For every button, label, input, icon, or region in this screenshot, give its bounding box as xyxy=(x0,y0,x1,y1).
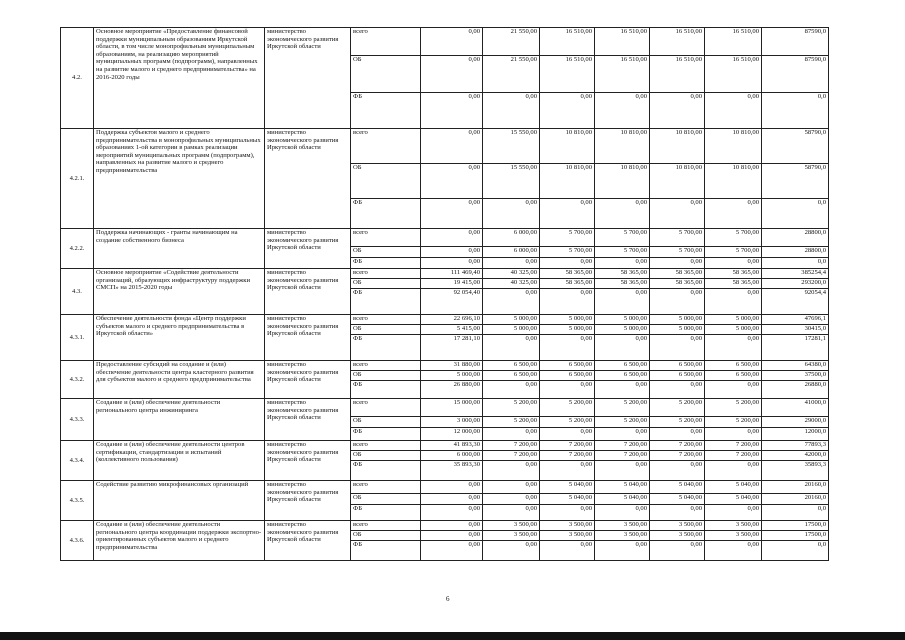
year-amount: 5 700,00 xyxy=(595,229,650,247)
year-amount: 0,00 xyxy=(483,93,540,129)
year-amount: 5 000,00 xyxy=(595,315,650,325)
year-amount: 5 000,00 xyxy=(650,315,705,325)
year-amount: 5 000,00 xyxy=(705,315,762,325)
year-amount: 3 500,00 xyxy=(650,521,705,531)
year-amount: 5 200,00 xyxy=(650,417,705,428)
year-amount: 5 200,00 xyxy=(705,417,762,428)
year-amount: 5 000,00 xyxy=(540,315,595,325)
funding-source: ФБ xyxy=(351,93,421,129)
year-amount: 0,00 xyxy=(540,381,595,399)
year-amount: 5 040,00 xyxy=(595,481,650,494)
total-amount: 0,0 xyxy=(762,199,829,229)
year-amount: 0,00 xyxy=(705,258,762,269)
year-amount: 5 700,00 xyxy=(705,247,762,258)
year-amount: 0,00 xyxy=(483,541,540,561)
item-number: 4.3. xyxy=(61,269,94,315)
year-amount: 0,00 xyxy=(540,335,595,361)
year-amount: 5 040,00 xyxy=(540,494,595,505)
year-amount: 5 700,00 xyxy=(540,229,595,247)
table-row xyxy=(61,229,829,247)
year-amount: 5 040,00 xyxy=(705,481,762,494)
year-amount: 7 200,00 xyxy=(483,451,540,461)
year-amount: 5 415,00 xyxy=(421,325,483,335)
year-amount: 6 000,00 xyxy=(483,229,540,247)
year-amount: 0,00 xyxy=(421,93,483,129)
year-amount: 0,00 xyxy=(540,461,595,481)
year-amount: 0,00 xyxy=(650,541,705,561)
year-amount: 6 500,00 xyxy=(705,361,762,371)
funding-source: ФБ xyxy=(351,335,421,361)
year-amount: 0,00 xyxy=(595,258,650,269)
year-amount: 15 000,00 xyxy=(421,399,483,417)
year-amount: 0,00 xyxy=(705,505,762,521)
table-row xyxy=(61,441,829,451)
year-amount: 5 040,00 xyxy=(705,494,762,505)
total-amount: 385254,4 xyxy=(762,269,829,279)
year-amount: 21 550,00 xyxy=(483,28,540,56)
year-amount: 58 365,00 xyxy=(705,269,762,279)
year-amount: 5 700,00 xyxy=(705,229,762,247)
year-amount: 0,00 xyxy=(650,335,705,361)
total-amount: 87590,0 xyxy=(762,56,829,93)
page-number: 6 xyxy=(446,595,450,603)
year-amount: 5 200,00 xyxy=(650,399,705,417)
year-amount: 0,00 xyxy=(483,505,540,521)
year-amount: 0,00 xyxy=(650,258,705,269)
year-amount: 58 365,00 xyxy=(650,279,705,289)
year-amount: 0,00 xyxy=(421,56,483,93)
year-amount: 5 000,00 xyxy=(540,325,595,335)
total-amount: 42000,0 xyxy=(762,451,829,461)
funding-source: ОБ xyxy=(351,164,421,199)
year-amount: 0,00 xyxy=(483,258,540,269)
year-amount: 10 810,00 xyxy=(705,164,762,199)
responsible-party: министерство экономического развития Иркутской области xyxy=(265,481,351,521)
year-amount: 0,00 xyxy=(595,335,650,361)
total-amount: 17500,0 xyxy=(762,531,829,541)
item-number: 4.3.6. xyxy=(61,521,94,561)
funding-source: всего xyxy=(351,361,421,371)
year-amount: 0,00 xyxy=(483,335,540,361)
year-amount: 10 810,00 xyxy=(595,129,650,164)
year-amount: 19 415,00 xyxy=(421,279,483,289)
year-amount: 5 700,00 xyxy=(540,247,595,258)
item-number: 4.3.5. xyxy=(61,481,94,521)
year-amount: 0,00 xyxy=(421,164,483,199)
year-amount: 10 810,00 xyxy=(540,129,595,164)
year-amount: 92 054,40 xyxy=(421,289,483,315)
year-amount: 7 200,00 xyxy=(540,451,595,461)
year-amount: 3 500,00 xyxy=(595,521,650,531)
item-name: Основное мероприятие «Содействие деятельности организаций, образующих инфраструктуру поддержки СМСП» на 2015-2020 годы xyxy=(94,269,265,315)
funding-source: всего xyxy=(351,481,421,494)
year-amount: 0,00 xyxy=(650,289,705,315)
funding-source: ОБ xyxy=(351,451,421,461)
total-amount: 87590,0 xyxy=(762,28,829,56)
item-name: Основное мероприятие «Предоставление финансовой поддержки муниципальным образованиям Иркутской области, в том числе монопрофильным муниципальным образованиям, на реализацию мероприятий муниципальных программ (подпрограмм), направленных на развитие малого и среднего предпринимательства» на 2016-2020 годы xyxy=(94,28,265,129)
year-amount: 16 510,00 xyxy=(705,28,762,56)
funding-source: ОБ xyxy=(351,494,421,505)
funding-source: ФБ xyxy=(351,381,421,399)
funding-source: ФБ xyxy=(351,428,421,441)
year-amount: 6 500,00 xyxy=(540,361,595,371)
year-amount: 10 810,00 xyxy=(650,129,705,164)
year-amount: 0,00 xyxy=(540,541,595,561)
total-amount: 41000,0 xyxy=(762,399,829,417)
year-amount: 0,00 xyxy=(705,199,762,229)
year-amount: 16 510,00 xyxy=(650,56,705,93)
year-amount: 40 325,00 xyxy=(483,269,540,279)
funding-source: ОБ xyxy=(351,247,421,258)
total-amount: 58790,0 xyxy=(762,164,829,199)
year-amount: 0,00 xyxy=(540,258,595,269)
year-amount: 16 510,00 xyxy=(650,28,705,56)
funding-source: ОБ xyxy=(351,531,421,541)
total-amount: 28800,0 xyxy=(762,229,829,247)
funding-source: ФБ xyxy=(351,258,421,269)
year-amount: 31 880,00 xyxy=(421,361,483,371)
year-amount: 5 200,00 xyxy=(595,417,650,428)
year-amount: 0,00 xyxy=(421,28,483,56)
funding-source: ОБ xyxy=(351,371,421,381)
year-amount: 5 200,00 xyxy=(483,399,540,417)
year-amount: 6 500,00 xyxy=(650,371,705,381)
year-amount: 58 365,00 xyxy=(595,279,650,289)
total-amount: 17281,1 xyxy=(762,335,829,361)
item-number: 4.3.4. xyxy=(61,441,94,481)
year-amount: 35 893,30 xyxy=(421,461,483,481)
funding-source: ФБ xyxy=(351,461,421,481)
year-amount: 0,00 xyxy=(650,199,705,229)
year-amount: 7 200,00 xyxy=(595,451,650,461)
item-number: 4.3.1. xyxy=(61,315,94,361)
table-row xyxy=(61,129,829,164)
year-amount: 0,00 xyxy=(595,461,650,481)
year-amount: 0,00 xyxy=(650,505,705,521)
year-amount: 0,00 xyxy=(595,505,650,521)
year-amount: 5 700,00 xyxy=(650,247,705,258)
funding-source: ФБ xyxy=(351,505,421,521)
total-amount: 47696,1 xyxy=(762,315,829,325)
year-amount: 16 510,00 xyxy=(595,28,650,56)
year-amount: 0,00 xyxy=(421,531,483,541)
year-amount: 0,00 xyxy=(705,541,762,561)
year-amount: 0,00 xyxy=(705,381,762,399)
year-amount: 0,00 xyxy=(540,199,595,229)
year-amount: 6 500,00 xyxy=(540,371,595,381)
year-amount: 0,00 xyxy=(705,289,762,315)
table-row xyxy=(61,269,829,279)
year-amount: 3 500,00 xyxy=(650,531,705,541)
year-amount: 0,00 xyxy=(705,335,762,361)
funding-source: ФБ xyxy=(351,289,421,315)
year-amount: 5 000,00 xyxy=(483,315,540,325)
responsible-party: министерство экономического развития Иркутской области xyxy=(265,229,351,269)
funding-source: ОБ xyxy=(351,325,421,335)
funding-source: ОБ xyxy=(351,417,421,428)
item-name: Поддержка субъектов малого и среднего предпринимательства в монопрофильных муниципальных образованиях 1-ой категории в рамках реализации мероприятий муниципальных программ (подпрограмм), направленных на развитие малого и среднего предпринимательства xyxy=(94,129,265,229)
year-amount: 0,00 xyxy=(483,481,540,494)
table-row xyxy=(61,315,829,325)
year-amount: 10 810,00 xyxy=(705,129,762,164)
item-name: Создание и (или) обеспечение деятельности регионального центра координации поддержки экспортно-ориентированных субъектов малого и среднего предпринимательства xyxy=(94,521,265,561)
year-amount: 5 200,00 xyxy=(540,399,595,417)
year-amount: 0,00 xyxy=(421,258,483,269)
total-amount: 0,0 xyxy=(762,93,829,129)
item-name: Создание и (или) обеспечение деятельности центров сертификации, стандартизации и испытаний (коллективного пользования) xyxy=(94,441,265,481)
total-amount: 77893,3 xyxy=(762,441,829,451)
year-amount: 0,00 xyxy=(540,428,595,441)
year-amount: 6 500,00 xyxy=(705,371,762,381)
total-amount: 20160,0 xyxy=(762,494,829,505)
year-amount: 5 700,00 xyxy=(650,229,705,247)
year-amount: 5 000,00 xyxy=(595,325,650,335)
year-amount: 7 200,00 xyxy=(705,441,762,451)
year-amount: 3 500,00 xyxy=(483,521,540,531)
year-amount: 0,00 xyxy=(650,461,705,481)
year-amount: 0,00 xyxy=(650,428,705,441)
year-amount: 6 500,00 xyxy=(595,361,650,371)
total-amount: 17500,0 xyxy=(762,521,829,531)
year-amount: 58 365,00 xyxy=(540,279,595,289)
total-amount: 30415,0 xyxy=(762,325,829,335)
year-amount: 5 000,00 xyxy=(483,325,540,335)
funding-source: ФБ xyxy=(351,541,421,561)
year-amount: 58 365,00 xyxy=(595,269,650,279)
year-amount: 5 000,00 xyxy=(421,371,483,381)
year-amount: 7 200,00 xyxy=(595,441,650,451)
year-amount: 15 550,00 xyxy=(483,129,540,164)
year-amount: 3 500,00 xyxy=(595,531,650,541)
page-bottom-edge xyxy=(0,632,905,640)
item-number: 4.2.2. xyxy=(61,229,94,269)
year-amount: 3 500,00 xyxy=(705,521,762,531)
year-amount: 111 469,40 xyxy=(421,269,483,279)
responsible-party: министерство экономического развития Иркутской области xyxy=(265,315,351,361)
total-amount: 26880,0 xyxy=(762,381,829,399)
table-row xyxy=(61,361,829,371)
funding-source: всего xyxy=(351,28,421,56)
year-amount: 6 000,00 xyxy=(483,247,540,258)
year-amount: 26 880,00 xyxy=(421,381,483,399)
year-amount: 58 365,00 xyxy=(705,279,762,289)
funding-source: всего xyxy=(351,441,421,451)
year-amount: 5 200,00 xyxy=(483,417,540,428)
item-number: 4.3.3. xyxy=(61,399,94,441)
year-amount: 6 500,00 xyxy=(483,361,540,371)
year-amount: 5 000,00 xyxy=(705,325,762,335)
year-amount: 0,00 xyxy=(540,93,595,129)
table-row xyxy=(61,28,829,56)
year-amount: 0,00 xyxy=(421,229,483,247)
year-amount: 16 510,00 xyxy=(540,56,595,93)
table-row xyxy=(61,481,829,494)
year-amount: 0,00 xyxy=(705,461,762,481)
table-body xyxy=(61,28,829,561)
year-amount: 16 510,00 xyxy=(595,56,650,93)
year-amount: 7 200,00 xyxy=(540,441,595,451)
item-name: Предоставление субсидий на создание и (или) обеспечение деятельности центра кластерного развития для субъектов малого и среднего предпринимательства xyxy=(94,361,265,399)
year-amount: 6 500,00 xyxy=(595,371,650,381)
year-amount: 5 000,00 xyxy=(650,325,705,335)
item-number: 4.3.2. xyxy=(61,361,94,399)
total-amount: 37500,0 xyxy=(762,371,829,381)
year-amount: 0,00 xyxy=(650,93,705,129)
funding-source: всего xyxy=(351,229,421,247)
year-amount: 0,00 xyxy=(705,93,762,129)
responsible-party: министерство экономического развития Иркутской области xyxy=(265,269,351,315)
funding-source: ОБ xyxy=(351,279,421,289)
total-amount: 12000,0 xyxy=(762,428,829,441)
total-amount: 0,0 xyxy=(762,258,829,269)
year-amount: 0,00 xyxy=(421,199,483,229)
year-amount: 10 810,00 xyxy=(595,164,650,199)
item-number: 4.2. xyxy=(61,28,94,129)
responsible-party: министерство экономического развития Иркутской области xyxy=(265,361,351,399)
year-amount: 7 200,00 xyxy=(650,451,705,461)
item-name: Поддержка начинающих - гранты начинающим на создание собственного бизнеса xyxy=(94,229,265,269)
year-amount: 40 325,00 xyxy=(483,279,540,289)
year-amount: 5 700,00 xyxy=(595,247,650,258)
year-amount: 3 500,00 xyxy=(540,521,595,531)
year-amount: 0,00 xyxy=(595,541,650,561)
responsible-party: министерство экономического развития Иркутской области xyxy=(265,129,351,229)
year-amount: 41 893,30 xyxy=(421,441,483,451)
item-name: Содействие развитию микрофинансовых организаций xyxy=(94,481,265,521)
year-amount: 7 200,00 xyxy=(483,441,540,451)
year-amount: 0,00 xyxy=(421,247,483,258)
year-amount: 0,00 xyxy=(483,494,540,505)
total-amount: 64380,0 xyxy=(762,361,829,371)
year-amount: 12 000,00 xyxy=(421,428,483,441)
year-amount: 5 200,00 xyxy=(595,399,650,417)
total-amount: 293200,0 xyxy=(762,279,829,289)
year-amount: 6 500,00 xyxy=(483,371,540,381)
year-amount: 5 040,00 xyxy=(650,481,705,494)
year-amount: 6 500,00 xyxy=(650,361,705,371)
year-amount: 0,00 xyxy=(705,428,762,441)
year-amount: 10 810,00 xyxy=(650,164,705,199)
year-amount: 0,00 xyxy=(595,199,650,229)
item-number: 4.2.1. xyxy=(61,129,94,229)
year-amount: 6 000,00 xyxy=(421,451,483,461)
year-amount: 58 365,00 xyxy=(650,269,705,279)
year-amount: 3 500,00 xyxy=(540,531,595,541)
funding-source: всего xyxy=(351,315,421,325)
year-amount: 5 040,00 xyxy=(650,494,705,505)
year-amount: 0,00 xyxy=(483,381,540,399)
funding-source: всего xyxy=(351,521,421,531)
year-amount: 15 550,00 xyxy=(483,164,540,199)
total-amount: 29000,0 xyxy=(762,417,829,428)
year-amount: 58 365,00 xyxy=(540,269,595,279)
total-amount: 28800,0 xyxy=(762,247,829,258)
total-amount: 20160,0 xyxy=(762,481,829,494)
year-amount: 0,00 xyxy=(483,428,540,441)
year-amount: 10 810,00 xyxy=(540,164,595,199)
year-amount: 0,00 xyxy=(595,381,650,399)
responsible-party: министерство экономического развития Иркутской области xyxy=(265,28,351,129)
year-amount: 22 696,10 xyxy=(421,315,483,325)
year-amount: 7 200,00 xyxy=(650,441,705,451)
item-name: Обеспечение деятельности фонда «Центр поддержки субъектов малого и среднего предпринимательства в Иркутской области» xyxy=(94,315,265,361)
year-amount: 0,00 xyxy=(421,494,483,505)
year-amount: 0,00 xyxy=(595,289,650,315)
year-amount: 0,00 xyxy=(595,93,650,129)
funding-source: ОБ xyxy=(351,56,421,93)
year-amount: 0,00 xyxy=(421,541,483,561)
funding-source: всего xyxy=(351,269,421,279)
total-amount: 92054,4 xyxy=(762,289,829,315)
total-amount: 0,0 xyxy=(762,505,829,521)
year-amount: 5 200,00 xyxy=(705,399,762,417)
year-amount: 7 200,00 xyxy=(705,451,762,461)
year-amount: 0,00 xyxy=(483,461,540,481)
responsible-party: министерство экономического развития Иркутской области xyxy=(265,399,351,441)
responsible-party: министерство экономического развития Иркутской области xyxy=(265,521,351,561)
year-amount: 3 500,00 xyxy=(483,531,540,541)
year-amount: 5 200,00 xyxy=(540,417,595,428)
year-amount: 21 550,00 xyxy=(483,56,540,93)
year-amount: 16 510,00 xyxy=(705,56,762,93)
table-row xyxy=(61,521,829,531)
year-amount: 0,00 xyxy=(540,289,595,315)
budget-table xyxy=(60,27,829,561)
year-amount: 0,00 xyxy=(421,505,483,521)
year-amount: 3 500,00 xyxy=(705,531,762,541)
year-amount: 0,00 xyxy=(483,199,540,229)
year-amount: 0,00 xyxy=(540,505,595,521)
year-amount: 5 040,00 xyxy=(595,494,650,505)
year-amount: 0,00 xyxy=(421,521,483,531)
responsible-party: министерство экономического развития Иркутской области xyxy=(265,441,351,481)
funding-source: всего xyxy=(351,399,421,417)
total-amount: 35893,3 xyxy=(762,461,829,481)
year-amount: 0,00 xyxy=(483,289,540,315)
year-amount: 16 510,00 xyxy=(540,28,595,56)
table-row xyxy=(61,399,829,417)
total-amount: 58790,0 xyxy=(762,129,829,164)
year-amount: 0,00 xyxy=(650,381,705,399)
funding-source: всего xyxy=(351,129,421,164)
funding-source: ФБ xyxy=(351,199,421,229)
year-amount: 17 281,10 xyxy=(421,335,483,361)
year-amount: 5 040,00 xyxy=(540,481,595,494)
year-amount: 3 000,00 xyxy=(421,417,483,428)
year-amount: 0,00 xyxy=(421,129,483,164)
item-name: Создание и (или) обеспечение деятельности регионального центра инжиниринга xyxy=(94,399,265,441)
year-amount: 0,00 xyxy=(595,428,650,441)
year-amount: 0,00 xyxy=(421,481,483,494)
total-amount: 0,0 xyxy=(762,541,829,561)
